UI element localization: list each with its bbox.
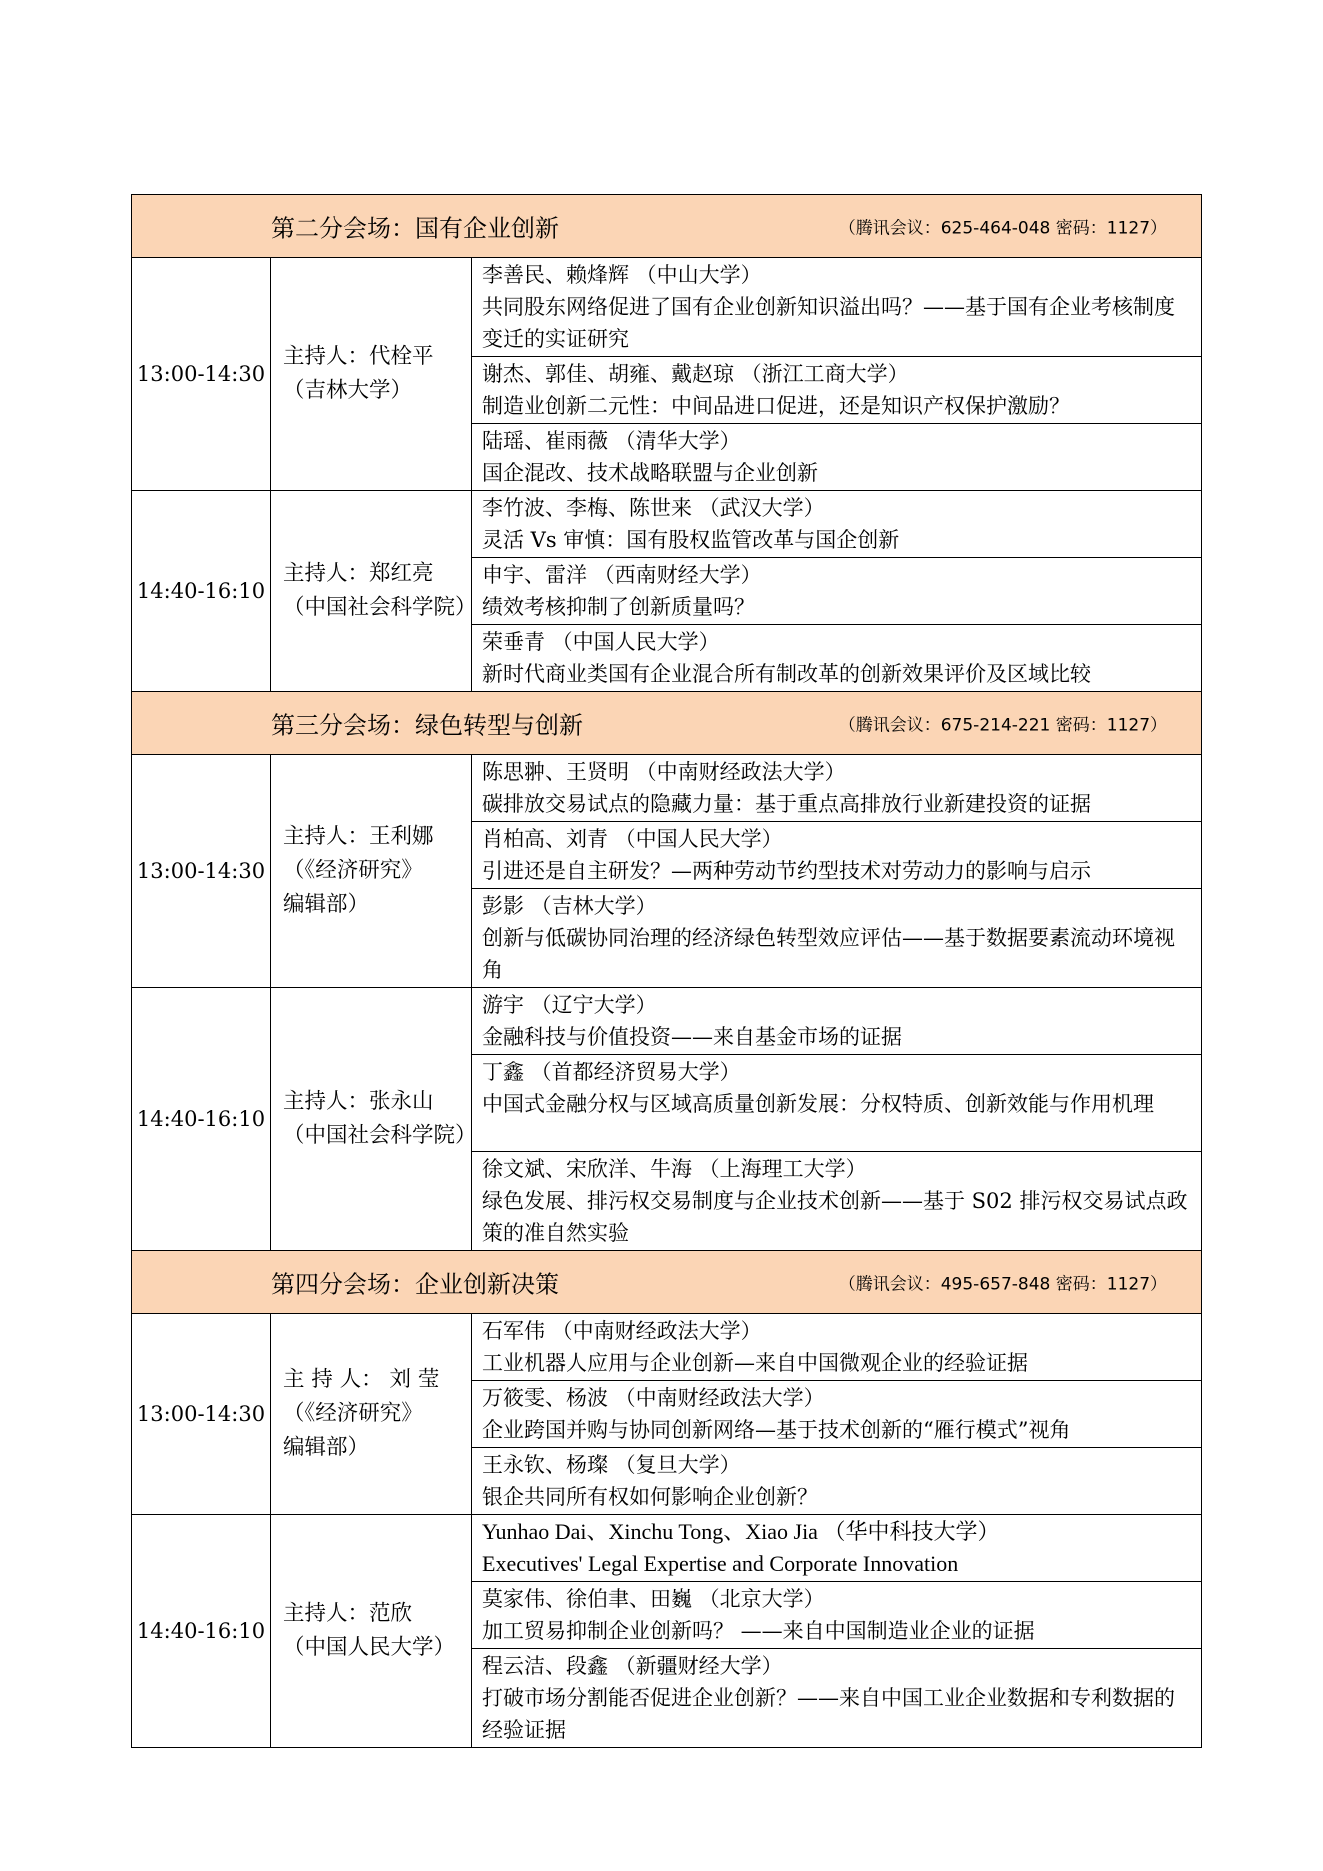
talk-title: 加工贸易抑制企业创新吗？ ——来自中国制造业企业的证据 [482,1619,1035,1643]
talk-title: 银企共同所有权如何影响企业创新？ [482,1485,818,1509]
session-title: 第三分会场：绿色转型与创新 [271,711,583,740]
talk-authors: 李竹波、李梅、陈世来 （武汉大学） [482,496,825,520]
time-slot: 14:40-16:10 [132,491,271,692]
host-line: 主持人：范欣 [283,1601,413,1626]
talk-row [132,258,1202,357]
talk-title: 中国式金融分权与区域高质量创新发展：分权特质、创新效能与作用机理 [482,1092,1154,1116]
session-title: 第四分会场：企业创新决策 [271,1270,559,1299]
talk-authors: 陆瑶、崔雨薇 （清华大学） [482,429,741,453]
time-slot: 13:00-14:30 [132,1314,271,1515]
talk-cell [472,988,1202,1055]
talk-cell [472,258,1202,357]
talk-authors: 谢杰、郭佳、胡雍、戴赵琼 （浙江工商大学） [482,362,909,386]
talk-cell [472,1582,1202,1649]
talk-title: 新时代商业类国有企业混合所有制改革的创新效果评价及区域比较 [482,662,1091,686]
host-line: （中国社会科学院） [283,1123,477,1148]
talk-title: Executives' Legal Expertise and Corporate Innovation [482,1551,959,1576]
talk-cell [472,424,1202,491]
talk-authors: 陈思翀、王贤明 （中南财经政法大学） [482,760,846,784]
talk-row [132,755,1202,822]
host-line: 主持人：王利娜 [283,824,434,849]
talk-title: 创新与低碳协同治理的经济绿色转型效应评估——基于数据要素流动环境视角 [482,926,1175,982]
talk-cell [472,357,1202,424]
meeting-info: （腾讯会议：675-214-221 密码：1127） [838,715,1168,736]
talk-title: 国企混改、技术战略联盟与企业创新 [482,461,818,485]
schedule-table [131,194,1202,1748]
talk-cell [472,822,1202,889]
talk-authors: 石军伟 （中南财经政法大学） [482,1319,762,1343]
session-header [132,195,1202,258]
talk-title: 共同股东网络促进了国有企业创新知识溢出吗？——基于国有企业考核制度变迁的实证研究 [482,295,1175,351]
talk-cell [472,1314,1202,1381]
talk-authors: 李善民、赖烽辉 （中山大学） [482,263,762,287]
time-slot: 13:00-14:30 [132,755,271,988]
talk-cell [472,491,1202,558]
talk-title: 引进还是自主研发？—两种劳动节约型技术对劳动力的影响与启示 [482,859,1091,883]
host-line: 主持人：代栓平 [283,344,434,369]
talk-row [132,1314,1202,1381]
talk-title: 碳排放交易试点的隐藏力量：基于重点高排放行业新建投资的证据 [482,792,1091,816]
talk-title: 打破市场分割能否促进企业创新？——来自中国工业企业数据和专利数据的经验证据 [482,1686,1175,1742]
host-line: 编辑部） [283,1435,370,1460]
session-header-cell [132,1251,1202,1314]
talk-title: 企业跨国并购与协同创新网络—基于技术创新的“雁行模式”视角 [482,1418,1071,1442]
talk-title: 绿色发展、排污权交易制度与企业技术创新——基于 S02 排污权交易试点政策的准自然实验 [482,1189,1188,1245]
time-slot: 13:00-14:30 [132,258,271,491]
session-header [132,692,1202,755]
host-line: （《经济研究》 [283,858,423,883]
host-cell [271,755,472,988]
talk-authors: 莫家伟、徐伯聿、田巍 （北京大学） [482,1587,825,1611]
host-cell [271,258,472,491]
talk-title: 工业机器人应用与企业创新—来自中国微观企业的经验证据 [482,1351,1028,1375]
time-slot: 14:40-16:10 [132,1515,271,1748]
session-title: 第二分会场：国有企业创新 [271,214,559,243]
talk-authors: 徐文斌、宋欣洋、牛海 （上海理工大学） [482,1157,867,1181]
host-line: （中国社会科学院） [283,595,477,620]
talk-authors: 王永钦、杨璨 （复旦大学） [482,1453,741,1477]
talk-cell [472,889,1202,988]
talk-title: 金融科技与价值投资——来自基金市场的证据 [482,1025,902,1049]
host-line: （吉林大学） [283,378,413,403]
host-line: （《经济研究》 [283,1401,423,1426]
talk-authors: 万筱雯、杨波 （中南财经政法大学） [482,1386,825,1410]
host-cell [271,491,477,692]
talk-cell [472,1055,1202,1152]
host-cell [271,1314,472,1515]
talk-authors: 彭影 （吉林大学） [482,894,657,918]
host-cell [271,1515,472,1748]
talk-cell [472,1649,1202,1748]
talk-authors: 丁鑫 （首都经济贸易大学） [482,1060,741,1084]
talk-authors: 荣垂青 （中国人民大学） [482,630,720,654]
talk-authors: 游宇 （辽宁大学） [482,993,657,1017]
talk-authors: 程云洁、段鑫 （新疆财经大学） [482,1654,783,1678]
talk-row [132,1515,1202,1582]
host-line: 主 持 人： 刘 莹 [283,1367,440,1392]
talk-title: 灵活 Vs 审慎：国有股权监管改革与国企创新 [482,528,900,552]
talk-cell [472,558,1202,625]
session-header [132,1251,1202,1314]
talk-row [132,491,1202,558]
talk-authors: 肖柏高、刘青 （中国人民大学） [482,827,783,851]
talk-authors: Yunhao Dai、Xinchu Tong、Xiao Jia （华中科技大学） [482,1519,1000,1544]
talk-cell [472,1152,1202,1251]
time-slot: 14:40-16:10 [132,988,271,1251]
talk-cell [472,625,1202,692]
talk-authors: 申宇、雷洋 （西南财经大学） [482,563,762,587]
talk-cell [472,1448,1202,1515]
meeting-info: （腾讯会议：495-657-848 密码：1127） [838,1274,1168,1295]
host-cell [271,988,477,1251]
talk-title: 制造业创新二元性：中间品进口促进，还是知识产权保护激励？ [482,394,1070,418]
host-line: 主持人：郑红亮 [283,561,434,586]
host-line: 编辑部） [283,892,370,917]
session-header-cell [132,195,1202,258]
talk-row [132,988,1202,1055]
session-header-cell [132,692,1202,755]
host-line: 主持人：张永山 [283,1089,434,1114]
schedule-body [132,195,1202,1748]
talk-cell [472,1515,1202,1582]
talk-title: 绩效考核抑制了创新质量吗？ [482,595,755,619]
host-line: （中国人民大学） [283,1635,456,1660]
meeting-info: （腾讯会议：625-464-048 密码：1127） [838,218,1168,239]
talk-cell [472,755,1202,822]
talk-cell [472,1381,1202,1448]
